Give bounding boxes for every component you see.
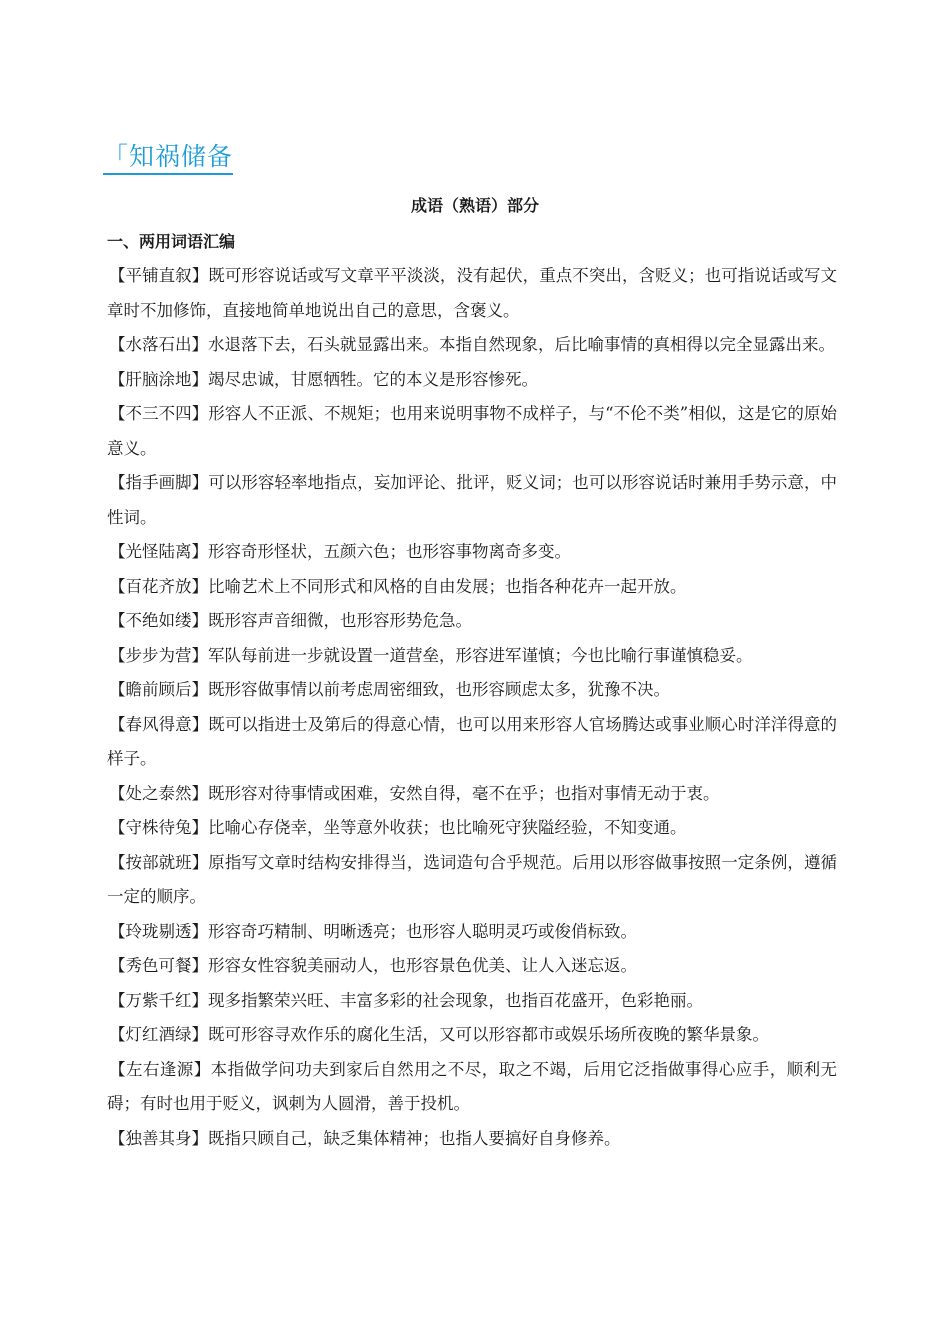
idiom-entry xyxy=(107,604,837,639)
idiom-entry xyxy=(107,466,837,535)
idiom-entry xyxy=(107,777,837,812)
idiom-entry xyxy=(107,535,837,570)
idiom-entry-list xyxy=(107,259,837,1156)
idiom-term: 【不三不四】 xyxy=(109,404,209,423)
idiom-definition: 既可形容说话或写文章平平淡淡，没有起伏，重点不突出，含贬义；也可指说话或写文章时不加修饰，直接地简单地说出自己的意思，含褒义。 xyxy=(107,266,838,320)
idiom-entry xyxy=(107,1053,837,1122)
idiom-term: 【不绝如缕】 xyxy=(109,611,208,630)
idiom-entry xyxy=(107,570,837,605)
idiom-definition: 既形容做事情以前考虑周密细致，也形容顾虑太多，犹豫不决。 xyxy=(208,680,670,699)
idiom-definition: 形容人不正派、不规矩；也用来说明事物不成样子，与“不伦不类”相似，这是它的原始意义。 xyxy=(107,404,838,458)
idiom-term: 【春风得意】 xyxy=(109,714,209,734)
idiom-definition: 形容女性容貌美丽动人，也形容景色优美、让人入迷忘返。 xyxy=(208,956,637,975)
idiom-entry xyxy=(107,984,837,1019)
idiom-term: 【光怪陆离】 xyxy=(109,542,208,561)
idiom-definition: 军队每前进一步就设置一道营垒，形容进军谨慎；今也比喻行事谨慎稳妥。 xyxy=(208,645,753,665)
idiom-entry xyxy=(107,949,837,984)
idiom-term: 【步步为营】 xyxy=(109,645,208,665)
idiom-term: 【独善其身】 xyxy=(109,1128,208,1148)
idiom-term: 【秀色可餐】 xyxy=(109,956,208,975)
idiom-definition: 比喻心存侥幸，坐等意外收获；也比喻死守狭隘经验，不知变通。 xyxy=(208,818,687,837)
idiom-term: 【百花齐放】 xyxy=(109,576,208,596)
idiom-definition: 形容奇形怪状，五颜六色；也形容事物离奇多变。 xyxy=(208,542,571,561)
idiom-term: 【守株待兔】 xyxy=(109,818,208,837)
idiom-definition: 竭尽忠诚，甘愿牺牲。它的本义是形容惨死。 xyxy=(208,369,538,389)
idiom-term: 【肝脑涂地】 xyxy=(109,369,208,389)
idiom-term: 【处之泰然】 xyxy=(109,783,208,803)
idiom-entry xyxy=(107,328,837,363)
idiom-term: 【左右逢源】 xyxy=(109,1059,211,1079)
idiom-entry xyxy=(107,1018,837,1053)
idiom-term: 【按部就班】 xyxy=(109,852,209,872)
section-tag: 「知祸储备 xyxy=(103,142,233,175)
idiom-entry xyxy=(107,811,837,846)
idiom-entry xyxy=(107,846,837,915)
idiom-term: 【灯红酒绿】 xyxy=(109,1025,208,1044)
idiom-definition: 既指只顾自己，缺乏集体精神；也指人要搞好自身修养。 xyxy=(208,1128,621,1148)
idiom-entry xyxy=(107,708,837,777)
idiom-definition: 原指写文章时结构安排得当，选词造句合乎规范。后用以形容做事按照一定条例，遵循一定的顺序。 xyxy=(107,852,838,906)
idiom-entry xyxy=(107,397,837,466)
idiom-definition: 既可以指进士及第后的得意心情，也可以用来形容人官场腾达或事业顺心时洋洋得意的样子。 xyxy=(107,714,838,768)
section-heading: 一、两用词语汇编 xyxy=(107,232,236,251)
idiom-definition: 可以形容轻率地指点，妄加评论、批评，贬义词；也可以形容说话时兼用手势示意，中性词。 xyxy=(107,473,838,527)
idiom-definition: 比喻艺术上不同形式和风格的自由发展；也指各种花卉一起开放。 xyxy=(208,576,687,596)
idiom-entry xyxy=(107,363,837,398)
idiom-definition: 既形容声音细微，也形容形势危急。 xyxy=(208,611,472,630)
idiom-entry xyxy=(107,259,837,328)
idiom-definition: 既形容对待事情或困难，安然自得，毫不在乎；也指对事情无动于衷。 xyxy=(208,783,720,803)
idiom-term: 【万紫千红】 xyxy=(109,990,208,1010)
idiom-entry xyxy=(107,1122,837,1157)
idiom-entry xyxy=(107,673,837,708)
idiom-definition: 水退落下去，石头就显露出来。本指自然现象，后比喻事情的真相得以完全显露出来。 xyxy=(208,335,835,354)
idiom-term: 【指手画脚】 xyxy=(109,473,209,492)
idiom-definition: 形容奇巧精制、明晰透亮；也形容人聪明灵巧或俊俏标致。 xyxy=(208,921,637,941)
idiom-term: 【瞻前顾后】 xyxy=(109,680,208,699)
idiom-term: 【玲珑剔透】 xyxy=(109,921,208,941)
idiom-definition: 既可形容寻欢作乐的腐化生活，又可以形容都市或娱乐场所夜晚的繁华景象。 xyxy=(208,1025,769,1044)
document-title: 成语（熟语）部分 xyxy=(410,196,539,215)
idiom-entry xyxy=(107,639,837,674)
idiom-term: 【平铺直叙】 xyxy=(109,266,209,285)
idiom-definition: 现多指繁荣兴旺、丰富多彩的社会现象，也指百花盛开，色彩艳丽。 xyxy=(208,990,703,1010)
idiom-entry xyxy=(107,915,837,950)
idiom-definition: 本指做学问功夫到家后自然用之不尽，取之不竭，后用它泛指做事得心应手，顺利无碍；有时也用于贬义，讽刺为人圆滑，善于投机。 xyxy=(107,1059,838,1113)
idiom-term: 【水落石出】 xyxy=(109,335,208,354)
